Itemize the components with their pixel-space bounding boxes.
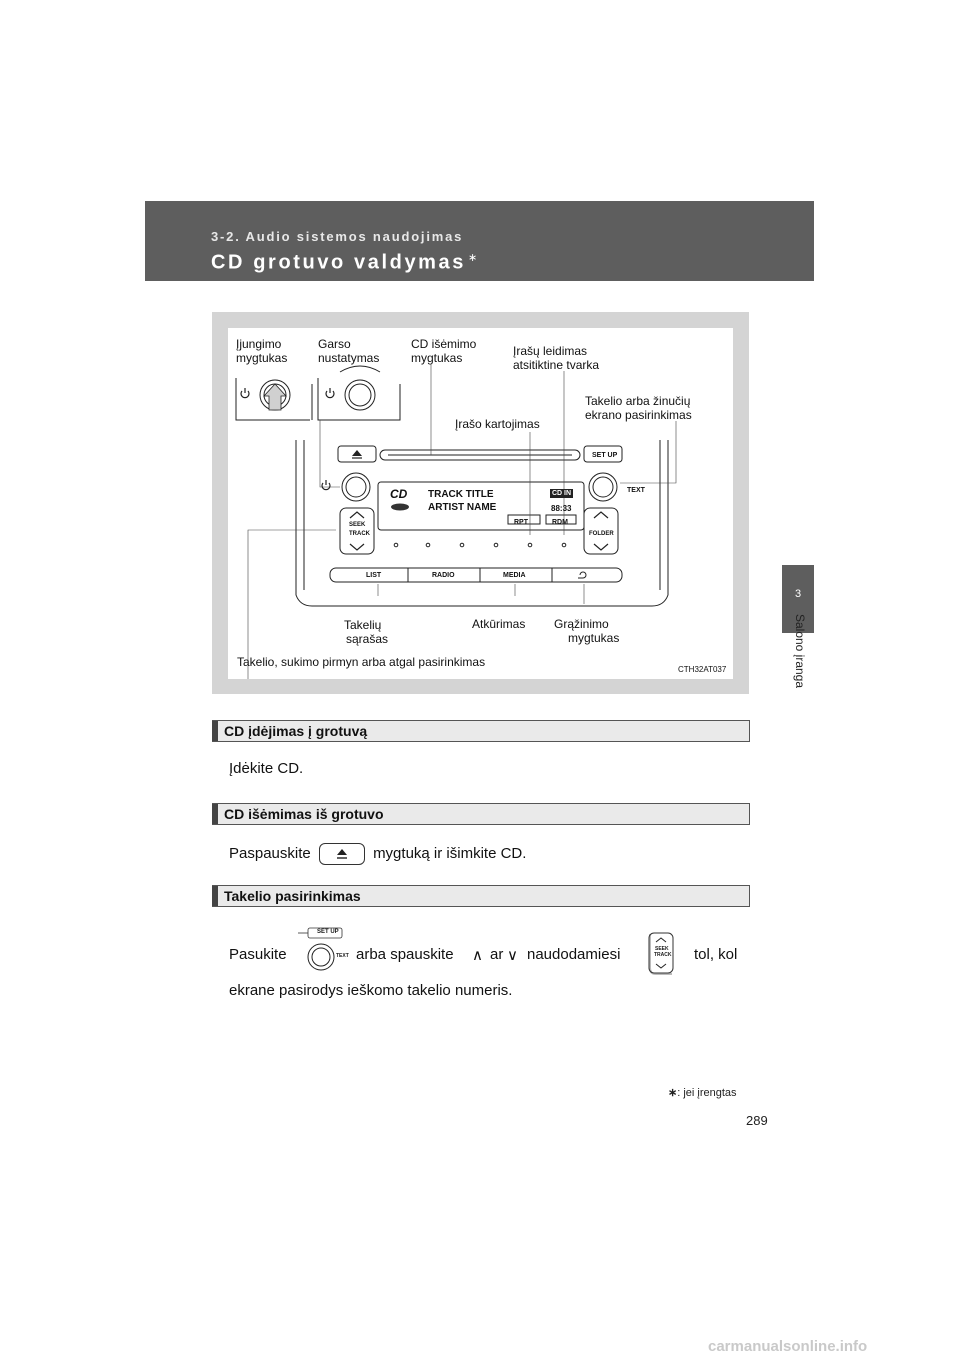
label-sound (318, 337, 379, 365)
footnote (668, 1086, 737, 1099)
eject-button-icon (319, 843, 365, 865)
track-t6: naudodamiesi (527, 946, 621, 963)
title-mark: ∗ (468, 252, 480, 264)
label-text-select-2: ekrano pasirinkimas (585, 408, 692, 422)
label-return (554, 617, 619, 645)
label-playback: Atkūrimas (472, 617, 526, 631)
display-time: 88:33 (551, 504, 572, 513)
display-cd-in: CD IN (552, 490, 572, 497)
label-return-2: mygtukas (568, 631, 620, 645)
track-t2: arba spauskite (356, 946, 454, 963)
footnote-mark: ∗ (668, 1087, 678, 1099)
track-up-arrow: ∧ (472, 947, 483, 964)
tune-knob-icon (296, 925, 348, 975)
label-list (344, 618, 388, 646)
section-insert-heading (212, 720, 750, 742)
label-repeat: Įrašo kartojimas (455, 417, 540, 431)
seek-icon-label-1: SEEK (655, 946, 669, 952)
label-text-select-1: Takelio arba žinučių (585, 394, 691, 408)
label-list-1: Takelių (344, 618, 382, 632)
label-random-2: atsitiktine tvarka (513, 358, 600, 372)
seek-track-button-label-2[interactable]: TRACK (349, 531, 370, 537)
seek-icon-label-2: TRACK (654, 952, 672, 958)
section-label: 3-2. Audio sistemos naudojimas (211, 229, 464, 244)
chapter-tab[interactable]: 3 (782, 565, 814, 633)
seek-track-button-label[interactable]: SEEK (349, 522, 366, 528)
section-track-title: Takelio pasirinkimas (224, 888, 361, 904)
track-down-arrow: ∨ (507, 947, 518, 964)
setup-button[interactable]: SET UP (592, 452, 618, 459)
rdm-indicator: RDM (552, 519, 568, 526)
folder-button[interactable]: FOLDER (589, 531, 614, 537)
label-sound-1: Garso (318, 337, 351, 351)
section-insert-title: CD įdėjimas į grotuvą (224, 723, 368, 739)
label-eject-2: mygtukas (411, 351, 463, 365)
label-random (513, 344, 599, 372)
watermark: carmanualsonline.info (708, 1338, 868, 1355)
page-number: 289 (746, 1113, 768, 1128)
section-eject-title: CD išėmimas iš grotuvo (224, 806, 384, 822)
label-random-1: Įrašų leidimas (513, 344, 588, 358)
label-power-1: Įjungimo (236, 337, 282, 351)
label-seek: Takelio, sukimo pirmyn arba atgal pasirinkimas (237, 655, 486, 669)
section-bar (212, 721, 218, 741)
section-eject-heading (212, 803, 750, 825)
label-power-2: mygtukas (236, 351, 288, 365)
label-text-select (585, 394, 692, 422)
list-button[interactable]: LIST (366, 572, 382, 579)
display-artist-name: ARTIST NAME (428, 502, 497, 513)
radio-button[interactable]: RADIO (432, 572, 455, 579)
rpt-indicator: RPT (514, 519, 528, 526)
eject-text-after: mygtuką ir išimkite CD. (373, 844, 527, 862)
section-track-heading (212, 885, 750, 907)
label-eject (411, 337, 476, 365)
track-line2: ekrane pasirodys ieškomo takelio numeris. (229, 982, 513, 999)
label-sound-2: nustatymas (318, 351, 380, 365)
chapter-header (145, 201, 814, 281)
section-bar (212, 804, 218, 824)
page-title-text: CD grotuvo valdymas (211, 251, 467, 274)
label-eject-1: CD išėmimo (411, 337, 477, 351)
seek-track-button-icon (646, 932, 676, 976)
footnote-text: : jei įrengtas (677, 1087, 737, 1099)
figure-code: CTH32AT037 (678, 665, 727, 674)
label-power (236, 337, 287, 365)
track-t4: ar (490, 946, 504, 963)
track-t7: tol, kol (694, 946, 738, 963)
section-bar (212, 886, 218, 906)
display-track-title: TRACK TITLE (428, 489, 494, 500)
eject-text-before: Paspauskite (229, 844, 311, 862)
chapter-side-label: Salono įranga (793, 613, 807, 689)
media-button[interactable]: MEDIA (503, 572, 526, 579)
label-return-1: Grąžinimo (554, 617, 609, 631)
display-cd-label: CD (390, 487, 408, 501)
eject-text (229, 843, 526, 865)
label-list-2: sąrašas (346, 632, 389, 646)
page-title (211, 251, 480, 275)
tune-knob-setup-label: SET UP (317, 929, 339, 935)
insert-text: Įdėkite CD. (229, 760, 304, 777)
track-t1: Pasukite (229, 946, 287, 963)
tune-knob-text-label: TEXT (336, 953, 349, 959)
text-button[interactable]: TEXT (627, 487, 645, 494)
